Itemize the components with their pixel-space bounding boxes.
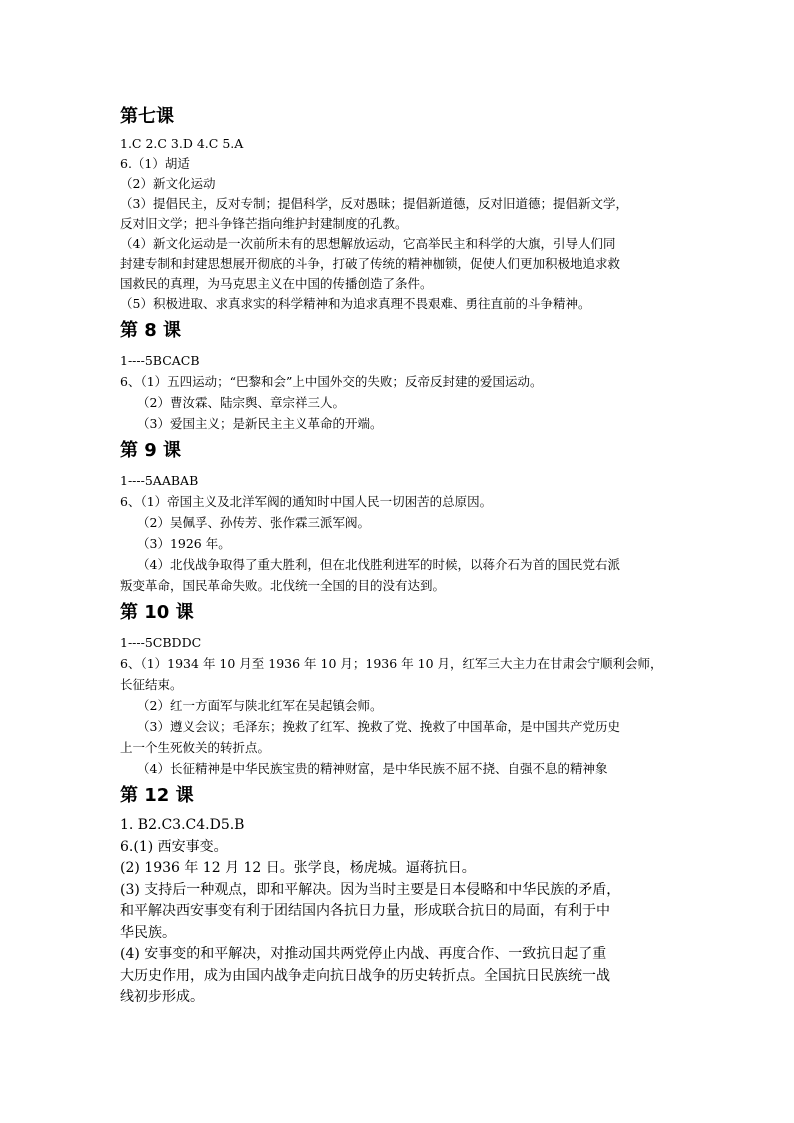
lesson-7 — [120, 104, 680, 314]
answer-line: 国救民的真理，为马克思主义在中国的传播创造了条件。 — [120, 276, 433, 291]
answer-line: 1----5CBDDC — [120, 635, 202, 650]
lesson-title: 第 12 课 — [120, 785, 194, 806]
answer-line: （3）1926 年。 — [137, 536, 231, 551]
answer-line: （3）遵义会议；毛泽东；挽救了红军、挽救了党、挽救了中国革命，是中国共产党历史 — [137, 719, 620, 734]
answer-line: （2）新文化运动 — [120, 176, 216, 191]
answer-line: 叛变革命，国民革命失败。北伐统一全国的目的没有达到。 — [120, 578, 446, 593]
answer-line: 6.(1) 西安事变。 — [120, 838, 228, 855]
answer-line: 大历史作用，成为由国内战争走向抗日战争的历史转折点。全国抗日民族统一战 — [120, 967, 610, 984]
lesson-10 — [120, 600, 680, 779]
answer-line: 长征结束。 — [120, 677, 183, 692]
lesson-title: 第 9 课 — [120, 440, 182, 461]
lesson-9 — [120, 438, 680, 596]
lesson-12 — [120, 783, 680, 1009]
answer-line: (3) 支持后一种观点，即和平解决。因为当时主要是日本侵略和中华民族的矛盾， — [120, 881, 621, 898]
answer-line: （5）积极进取、求真求实的科学精神和为追求真理不畏艰难、勇往直前的斗争精神。 — [120, 296, 591, 311]
answer-line: 封建专制和封建思想展开彻底的斗争，打破了传统的精神枷锁，促使人们更加积极地追求救 — [120, 256, 621, 271]
lesson-title: 第 10 课 — [120, 602, 194, 623]
answer-line: 6、（1）帝国主义及北洋军阀的通知时中国人民一切困苦的总原因。 — [120, 494, 493, 509]
answer-line: （4）北伐战争取得了重大胜利，但在北伐胜利进军的时候，以蒋介石为首的国民党右派 — [137, 557, 620, 572]
answer-line: 1. B2.C3.C4.D5.B — [120, 817, 245, 833]
answer-line: 1----5BCACB — [120, 353, 200, 368]
answer-line: 6.（1）胡适 — [120, 156, 190, 171]
answer-line: 线初步形成。 — [120, 989, 204, 1005]
answer-line: （4）新文化运动是一次前所未有的思想解放运动，它高举民主和科学的大旗，引导人们同 — [120, 236, 616, 251]
lesson-title: 第七课 — [120, 106, 174, 127]
answer-line: （2）红一方面军与陕北红军在吴起镇会师。 — [137, 698, 383, 713]
answer-line: （2）吴佩孚、孙传芳、张作霖三派军阀。 — [137, 515, 370, 530]
answer-line: 和平解决西安事变有利于团结国内各抗日力量，形成联合抗日的局面，有利于中 — [120, 903, 610, 919]
answer-line: 6、（1）五四运动；“巴黎和会”上中国外交的失败；反帝反封建的爱国运动。 — [120, 374, 543, 389]
answer-line: 反对旧文学；把斗争锋芒指向维护封建制度的孔教。 — [120, 216, 408, 231]
answer-line: 上一个生死攸关的转折点。 — [120, 740, 271, 755]
answer-line: （4）长征精神是中华民族宝贵的精神财富，是中华民族不屈不挠、自强不息的精神象 — [137, 761, 608, 776]
answer-line: （2）曹汝霖、陆宗舆、章宗祥三人。 — [137, 395, 345, 410]
answer-line: 6、（1）1934 年 10 月至 1936 年 10 月；1936 年 10 月，红军三大主力在甘肃会宁顺利会师， — [120, 656, 663, 671]
answer-line: （3）提倡民主，反对专制；提倡科学，反对愚昧；提倡新道德，反对旧道德；提倡新文学， — [120, 196, 628, 211]
lesson-8 — [120, 318, 680, 434]
answer-line: (4) 安事变的和平解决，对推动国共两党停止内战、再度合作、一致抗日起了重 — [120, 946, 607, 962]
answer-line: 1----5AABAB — [120, 473, 199, 488]
answer-line: (2) 1936 年 12 月 12 日。张学良，杨虎城。逼蒋抗日。 — [120, 860, 476, 876]
lesson-title: 第 8 课 — [120, 320, 182, 341]
answer-line: （3）爱国主义；是新民主主义革命的开端。 — [137, 416, 383, 431]
answer-sheet — [120, 104, 680, 1009]
answer-line: 1.C 2.C 3.D 4.C 5.A — [120, 136, 244, 151]
answer-line: 华民族。 — [120, 924, 176, 941]
